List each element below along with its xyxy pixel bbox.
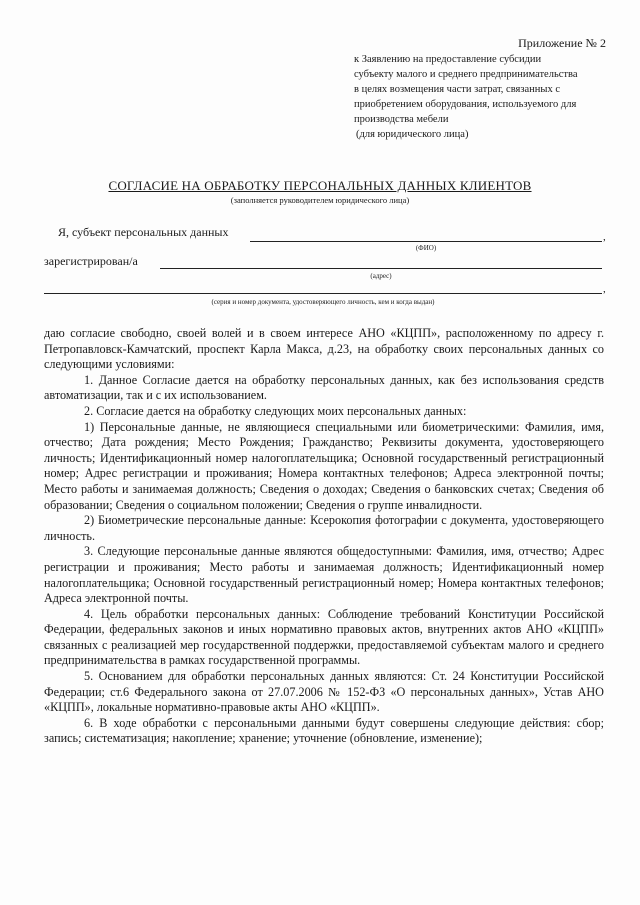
address-line-2[interactable]	[44, 293, 602, 294]
document-hint: (серия и номер документа, удостоверяющего личность, кем и когда выдан)	[211, 298, 435, 306]
paragraph-2: 2. Согласие дается на обработку следующих моих персональных данных:	[84, 403, 467, 418]
document-subtitle: (заполняется руководителем юридического лица)	[230, 195, 410, 205]
address-comma: ,	[603, 283, 606, 295]
appendix-note-line: к Заявлению на предоставление субсидии	[354, 54, 542, 65]
appendix-note-line: субъекту малого и среднего предпринимательства	[354, 69, 578, 80]
appendix-note-line: производства мебели	[354, 114, 449, 125]
fio-hint: (ФИО)	[415, 244, 437, 252]
fio-comma: ,	[603, 231, 606, 243]
consent-body	[44, 326, 604, 747]
fio-line[interactable]	[250, 241, 602, 242]
appendix-note-line: приобретением оборудования, используемого для	[354, 99, 577, 110]
paragraph-3: 3. Следующие персональные данные являются общедоступными: Фамилия, имя, отчество; Адрес регистрации и проживания; Место работы и занимаемая должность; Идентификационный номер налогоплательщика; Основной государственный регистрационный номер; Номера контактных телефонов; Адреса электронной почты.	[44, 544, 604, 606]
paragraph-6: 6. В ходе обработки с персональными данными будут совершены следующие действия: сбор; запись; систематизация; накопление; хранение; уточнение (обновление, изменение);	[44, 715, 604, 746]
paragraph-4: 4. Цель обработки персональных данных: Соблюдение требований Конституции Российской Федерации, федеральных законов и иных нормативно правовых актов, внутренних актов АНО «КЦПП» связанных с реализацией мер государственной поддержки, предоставляемой субъектам малого и среднего предпринимательства в рамках государственной программы.	[44, 606, 604, 668]
paragraph-intro: даю согласие свободно, своей волей и в своем интересе АНО «КЦПП», расположенному по адресу г. Петропавловск-Камчатский, проспект Карла Макса, д.23, на обработку своих персональных данных со следующими условиями:	[44, 326, 604, 372]
subject-label: Я, субъект персональных данных	[58, 225, 229, 239]
paragraph-1: 1. Данное Согласие дается на обработку персональных данных, как без использования средств автоматизации, так и с их использованием.	[44, 372, 604, 403]
document-title: СОГЛАСИЕ НА ОБРАБОТКУ ПЕРСОНАЛЬНЫХ ДАННЫХ КЛИЕНТОВ	[108, 178, 532, 193]
appendix-number: Приложение № 2	[518, 36, 606, 50]
paragraph-2-2: 2) Биометрические персональные данные: Ксерокопия фотографии с документа, удостоверяющего личность.	[44, 513, 604, 543]
paragraph-2-1: 1) Персональные данные, не являющиеся специальными или биометрическими: Фамилия, имя, отчество; Дата рождения; Место Рождения; Гражданство; Реквизиты документа, удостоверяющего личность; Идентификационный номер налогоплательщика; Основной государственный регистрационный номер; Адрес регистрации и проживания; Номера контактных телефонов; Адреса электронной почты; Место работы и занимаемая должность; Сведения о доходах; Сведения о банковских счетах; Сведения об образовании; Сведения о социальном положении; Сведения о группе инвалидности.	[44, 419, 604, 512]
paragraph-5: 5. Основанием для обработки персональных данных являются: Ст. 24 Конституции Российской Федерации; ст.6 Федерального закона от 27.07.2006 № 152-ФЗ «О персональных данных», Устав АНО «КЦПП», локальные нормативно-правовые акты АНО «КЦПП».	[44, 669, 604, 715]
address-line-1[interactable]	[160, 268, 602, 269]
registered-label: зарегистрирован/а	[44, 254, 138, 268]
appendix-note-line: (для юридического лица)	[356, 129, 469, 140]
address-hint: (адрес)	[370, 272, 392, 280]
appendix-note-line: в целях возмещения части затрат, связанных с	[354, 84, 561, 95]
appendix-note	[354, 52, 606, 142]
